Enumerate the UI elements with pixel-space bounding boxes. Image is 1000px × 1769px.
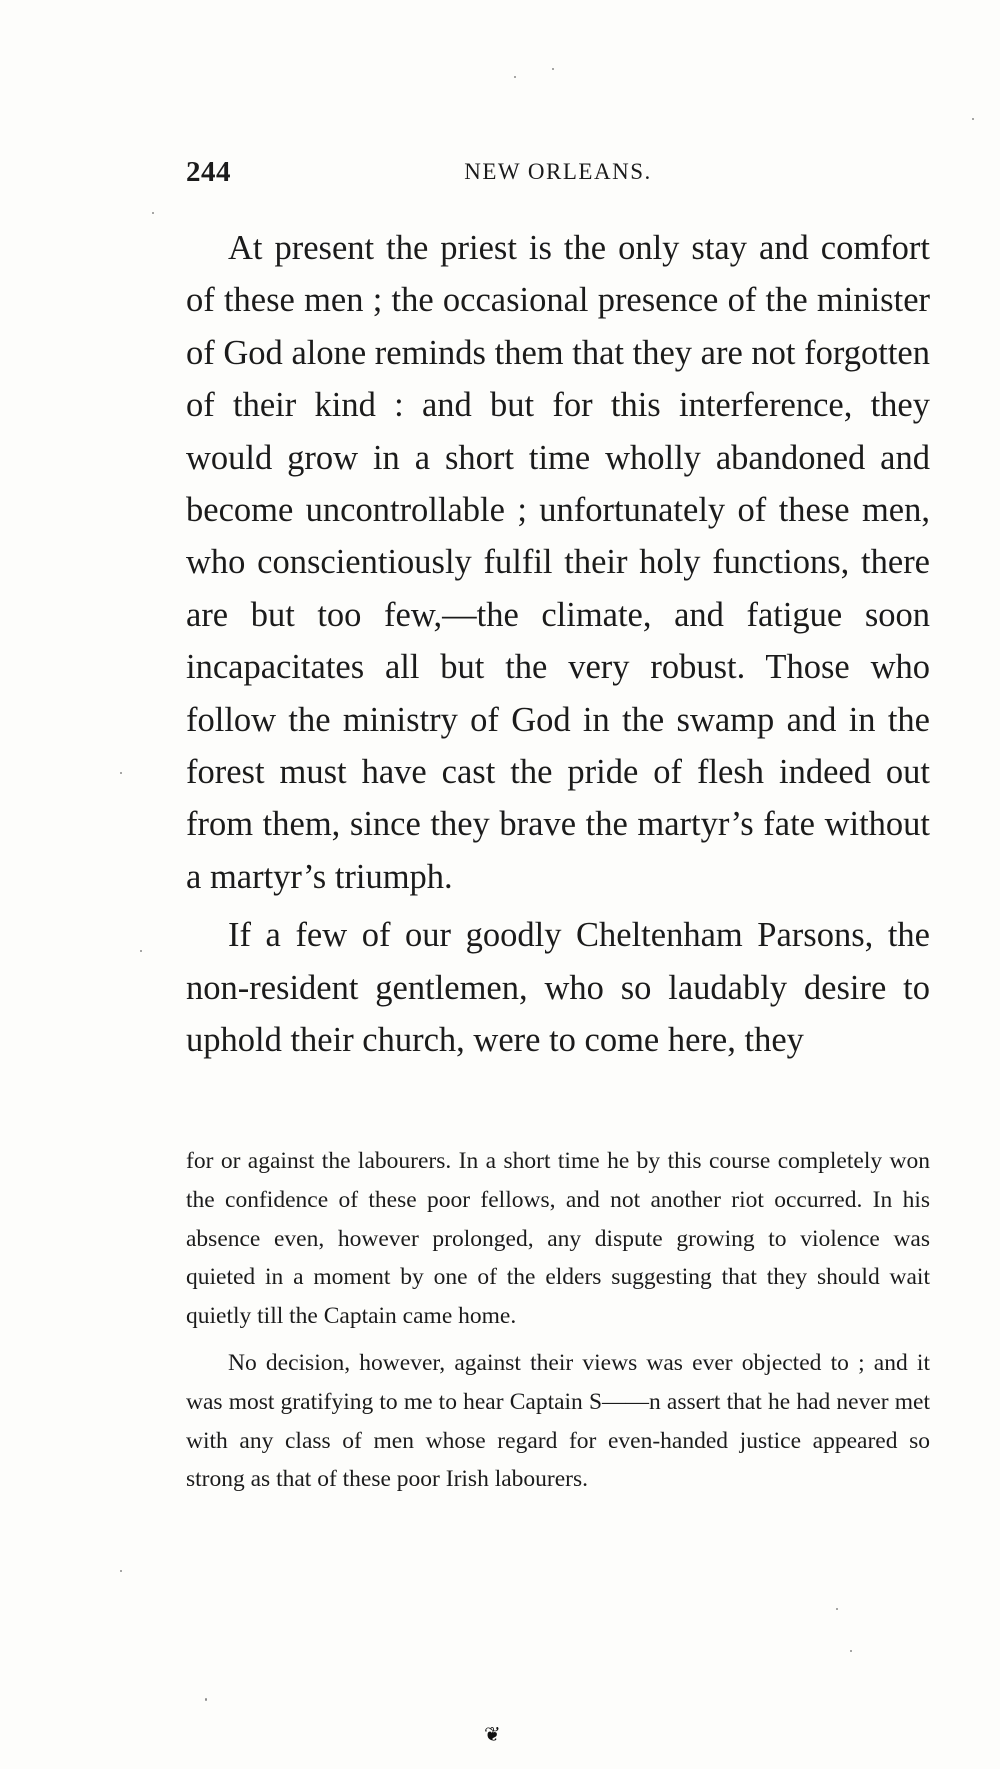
paper-speck (152, 212, 154, 214)
page-number: 244 (186, 156, 231, 188)
running-title: NEW ORLEANS. (464, 159, 652, 184)
printer-ornament: ❦ (484, 1724, 501, 1746)
paper-speck (850, 1650, 852, 1652)
paper-speck (120, 772, 122, 774)
body-paragraph-2: If a few of our goodly Cheltenham Parsons, the non-resident gentlemen, who so laudably desire to uphold their church, were to come here, they (186, 916, 930, 1060)
paper-speck (836, 1608, 838, 1610)
main-text (186, 222, 930, 1067)
paper-speck (552, 68, 554, 70)
footnote-paragraph-2: No decision, however, against their views was ever objected to ; and it was most gratifying to me to hear Captain S——n assert that he had never met with any class of men whose regard for even-handed justice appeared so strong as that of these poor Irish labourers. (186, 1349, 930, 1493)
body-paragraph-1: At present the priest is the only stay and comfort of these men ; the occasional presence of the minister of God alone reminds them that they are not forgotten of their kind : and but for this interference, they would grow in a short time wholly abandoned and become uncontrollable ; unfortunately of these men, who conscientiously fulfil their holy functions, there are but too few,—the climate, and fatigue soon incapacitates all but the very robust. Those who follow the ministry of God in the swamp and in the forest must have cast the pride of flesh indeed out from them, since they brave the martyr’s fate without a martyr’s triumph. (186, 229, 930, 896)
paper-speck (205, 1698, 207, 1701)
paper-speck (514, 76, 516, 78)
footnote (186, 1142, 930, 1499)
page-header (186, 150, 930, 190)
paper-speck (140, 950, 142, 952)
footnote-paragraph-1: for or against the labourers. In a short time he by this course completely won the confidence of these poor fellows, and not another riot occurred. In his absence even, however prolonged, any dispute growing to violence was quieted in a moment by one of the elders suggesting that they should wait quietly till the Captain came home. (186, 1148, 930, 1330)
paper-speck (120, 1570, 122, 1572)
paper-speck (972, 118, 974, 120)
